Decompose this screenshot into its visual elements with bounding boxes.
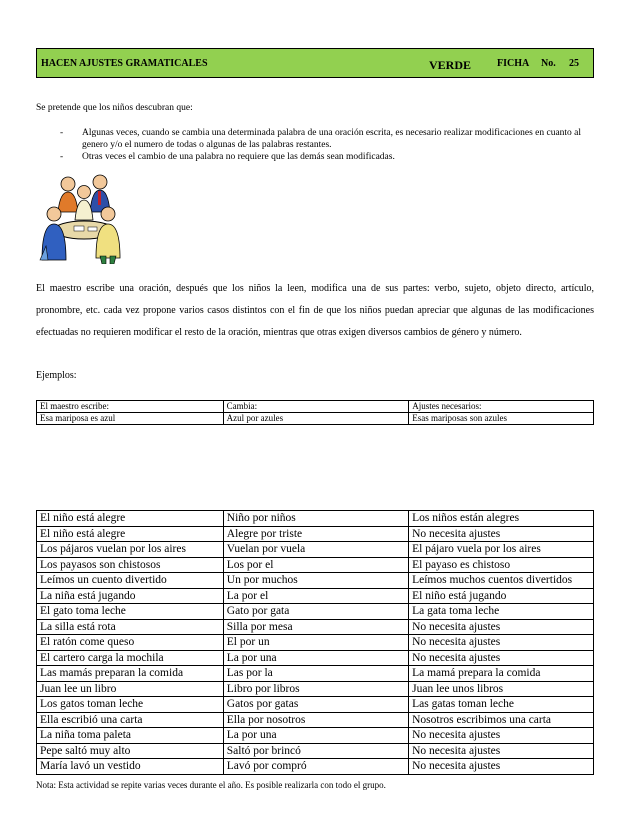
sentences-table-body (37, 511, 594, 775)
ficha-label: FICHA (497, 58, 530, 69)
table-cell: Leímos muchos cuentos divertidos (409, 573, 594, 589)
table-cell: Saltó por brincó (223, 743, 408, 759)
table-cell: El niño está alegre (37, 526, 224, 542)
table-cell: Silla por mesa (223, 619, 408, 635)
table-cell: El payaso es chistoso (409, 557, 594, 573)
table-row (37, 666, 594, 682)
worksheet-header (36, 48, 594, 78)
bullet-marker: - (60, 128, 64, 138)
table-cell: Pepe saltó muy alto (37, 743, 224, 759)
table-row (37, 697, 594, 713)
examples-label: Ejemplos: (36, 370, 77, 381)
ficha-number: 25 (569, 58, 579, 69)
table-cell: El gato toma leche (37, 604, 224, 620)
table-row (37, 573, 594, 589)
table-cell: No necesita ajustes (409, 728, 594, 744)
table-cell: Los niños están alegres (409, 511, 594, 527)
table-row (37, 588, 594, 604)
table-cell: La gata toma leche (409, 604, 594, 620)
table-cell: Los payasos son chistosos (37, 557, 224, 573)
intro-text: Se pretende que los niños descubran que: (36, 103, 193, 113)
number-label: No. (541, 58, 556, 69)
table-cell: Lavó por compró (223, 759, 408, 775)
table-cell: Un por muchos (223, 573, 408, 589)
table-cell: La por el (223, 588, 408, 604)
table-cell: Ella por nosotros (223, 712, 408, 728)
table-cell: Esa mariposa es azul (37, 413, 224, 425)
table-row (37, 604, 594, 620)
table-cell: Ella escribió una carta (37, 712, 224, 728)
table-cell: No necesita ajustes (409, 619, 594, 635)
table-row (37, 712, 594, 728)
table-cell: La niña está jugando (37, 588, 224, 604)
example-table (36, 400, 594, 425)
table-row (37, 401, 594, 413)
table-cell: Las gatas toman leche (409, 697, 594, 713)
table-cell: Libro por libros (223, 681, 408, 697)
table-cell: No necesita ajustes (409, 526, 594, 542)
table-row (37, 511, 594, 527)
worksheet-title: HACEN AJUSTES GRAMATICALES (41, 58, 208, 69)
table-cell: La por una (223, 650, 408, 666)
table-cell: No necesita ajustes (409, 650, 594, 666)
table-header-cell: El maestro escribe: (37, 401, 224, 413)
footnote: Nota: Esta actividad se repite varias veces durante el año. Es posible realizarla con todo el grupo. (36, 780, 386, 790)
table-cell: Los por el (223, 557, 408, 573)
table-cell: Gatos por gatas (223, 697, 408, 713)
table-row (37, 650, 594, 666)
table-cell: No necesita ajustes (409, 635, 594, 651)
table-row (37, 681, 594, 697)
list-item-text: Otras veces el cambio de una palabra no requiere que las demás sean modificadas. (82, 152, 395, 162)
table-cell: No necesita ajustes (409, 743, 594, 759)
table-cell: La niña toma paleta (37, 728, 224, 744)
table-cell: Azul por azules (223, 413, 409, 425)
table-row (37, 526, 594, 542)
list-item-text: Algunas veces, cuando se cambia una determinada palabra de una oración escrita, es necesario realizar modificaciones en cuanto al genero y/o el numero de todas o algunas de las palabras restantes. (82, 128, 582, 150)
table-row (37, 635, 594, 651)
table-cell: La silla está rota (37, 619, 224, 635)
table-row (37, 728, 594, 744)
table-row (37, 542, 594, 558)
table-cell: Gato por gata (223, 604, 408, 620)
table-cell: Juan lee un libro (37, 681, 224, 697)
table-cell: El por un (223, 635, 408, 651)
table-cell: Alegre por triste (223, 526, 408, 542)
objectives-list (60, 128, 600, 165)
table-cell: El ratón come queso (37, 635, 224, 651)
table-cell: La mamá prepara la comida (409, 666, 594, 682)
table-cell: Nosotros escribimos una carta (409, 712, 594, 728)
bullet-marker: - (60, 152, 64, 162)
sentences-table (36, 510, 594, 775)
table-cell: El cartero carga la mochila (37, 650, 224, 666)
table-cell: El niño está jugando (409, 588, 594, 604)
table-header-cell: Ajustes necesarios: (409, 401, 594, 413)
table-cell: Los gatos toman leche (37, 697, 224, 713)
table-cell: María lavó un vestido (37, 759, 224, 775)
table-cell: Los pájaros vuelan por los aires (37, 542, 224, 558)
meeting-clipart-icon (38, 168, 122, 264)
table-cell: Juan lee unos libros (409, 681, 594, 697)
table-row (37, 619, 594, 635)
table-cell: Esas mariposas son azules (409, 413, 594, 425)
color-label: VERDE (429, 58, 472, 72)
table-header-cell: Cambia: (223, 401, 409, 413)
table-cell: El pájaro vuela por los aires (409, 542, 594, 558)
table-row (37, 557, 594, 573)
table-cell: El niño está alegre (37, 511, 224, 527)
table-row (37, 743, 594, 759)
table-cell: Niño por niños (223, 511, 408, 527)
table-cell: No necesita ajustes (409, 759, 594, 775)
table-cell: Leímos un cuento divertido (37, 573, 224, 589)
list-item (60, 128, 600, 151)
list-item (60, 152, 600, 164)
table-cell: La por una (223, 728, 408, 744)
table-cell: Vuelan por vuela (223, 542, 408, 558)
activity-description: El maestro escribe una oración, después que los niños la leen, modifica una de sus partes: verbo, sujeto, objeto directo, artículo, pronombre, etc. cada vez propone varios casos distintos con el fin de que los niños puedan apreciar que algunas de las modificaciones efectuadas no requieren modificar el resto de la oración, mientras que otras exigen diversos cambios de género y número. (36, 283, 594, 338)
table-cell: Las por la (223, 666, 408, 682)
table-cell: Las mamás preparan la comida (37, 666, 224, 682)
table-row (37, 759, 594, 775)
table-row (37, 413, 594, 425)
